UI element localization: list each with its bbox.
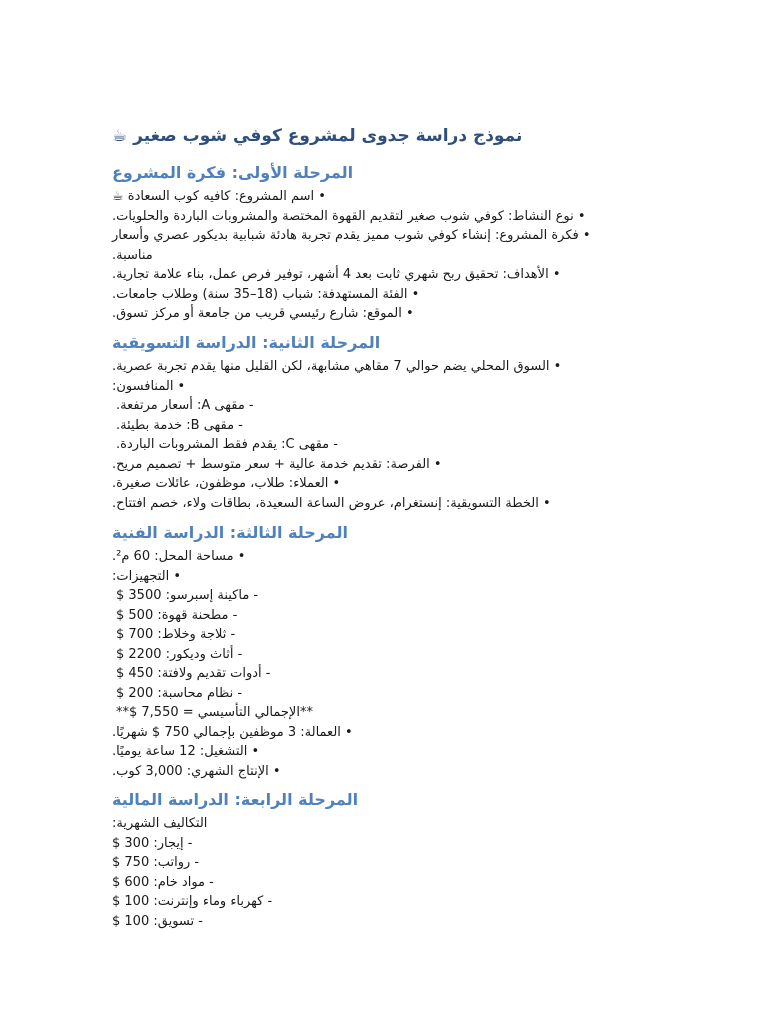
list-item: - مقهى B: خدمة بطيئة. (116, 417, 243, 433)
list-item: • الفئة المستهدفة: شباب (18–35 سنة) وطلاب جامعات. (112, 286, 420, 302)
list-item: - نظام محاسبة: 200 $ (116, 685, 243, 701)
list-item: • نوع النشاط: كوفي شوب صغير لتقديم القهوة المختصة والمشروبات الباردة والحلويات. (112, 208, 586, 224)
section-project-idea (112, 161, 752, 324)
list-item: • المنافسون: (112, 378, 186, 394)
total-line: **الإجمالي التأسيسي = 7,550 $** (116, 705, 313, 720)
section-marketing-study (112, 331, 752, 513)
list-item: - مقهى C: يقدم فقط المشروبات الباردة. (116, 437, 338, 452)
list-item: • الأهداف: تحقيق ربح شهري ثابت بعد 4 أشهر، توفير فرص عمل، بناء علامة تجارية. (112, 267, 561, 282)
list-item: - ماكينة إسبرسو: 3500 $ (116, 588, 259, 603)
list-item: - أدوات تقديم ولافتة: 450 $ (116, 666, 271, 681)
list-item: - مطحنة قهوة: 500 $ (116, 607, 238, 623)
list-item: - مواد خام: 600 $ (112, 874, 214, 890)
list-item: • العملاء: طلاب، موظفون، عائلات صغيرة. (112, 476, 341, 491)
list-item: • الإنتاج الشهري: 3,000 كوب. (112, 763, 281, 779)
list-item: • مساحة المحل: 60 م². (112, 549, 246, 564)
list-item: • الفرصة: تقديم خدمة عالية + سعر متوسط + تصميم مريح. (112, 456, 442, 472)
section-heading: المرحلة الأولى: فكرة المشروع (112, 163, 354, 182)
list-item: - إيجار: 300 $ (112, 835, 193, 851)
list-item: • التجهيزات: (112, 568, 182, 584)
list-item: - أثاث وديكور: 2200 $ (116, 646, 243, 662)
list-item: • فكرة المشروع: إنشاء كوفي شوب مميز يقدم تجربة هادئة شبابية بديكور عصري وأسعار مناسبة. (112, 228, 591, 263)
list-item: • السوق المحلي يضم حوالي 7 مقاهي مشابهة، لكن القليل منها يقدم تجربة عصرية. (112, 359, 562, 374)
list-item: • اسم المشروع: كافيه كوب السعادة ☕ (112, 189, 326, 204)
list-item: • الخطة التسويقية: إنستغرام، عروض الساعة السعيدة، بطاقات ولاء، خصم افتتاح. (112, 495, 551, 511)
list-item: • التشغيل: 12 ساعة يوميًا. (112, 744, 260, 759)
list-item: التكاليف الشهرية: (112, 816, 208, 831)
section-heading: المرحلة الرابعة: الدراسة المالية (112, 790, 359, 809)
list-item: - ثلاجة وخلاط: 700 $ (116, 627, 236, 642)
list-item: - كهرباء وماء وإنترنت: 100 $ (112, 894, 273, 909)
list-item: - مقهى A: أسعار مرتفعة. (116, 398, 254, 413)
list-item: - رواتب: 750 $ (112, 855, 200, 870)
list-item: - تسويق: 100 $ (112, 913, 203, 929)
section-financial-study (112, 788, 752, 931)
section-technical-study (112, 521, 752, 781)
document-title: نموذج دراسة جدوى لمشروع كوفي شوب صغير ☕ (112, 126, 523, 146)
list-item: • العمالة: 3 موظفين بإجمالي 750 $ شهريًا. (112, 724, 353, 740)
list-item: • الموقع: شارع رئيسي قريب من جامعة أو مركز تسوق. (112, 306, 414, 321)
section-heading: المرحلة الثالثة: الدراسة الفنية (112, 523, 348, 542)
section-heading: المرحلة الثانية: الدراسة التسويقية (112, 333, 381, 352)
